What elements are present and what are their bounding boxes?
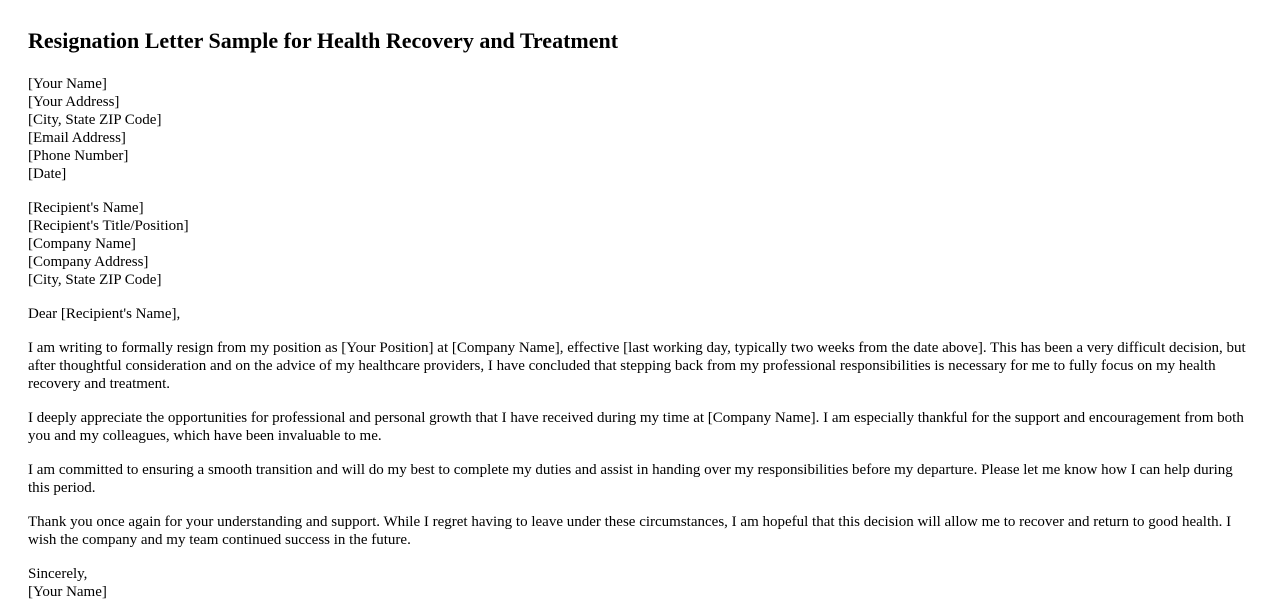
body-paragraph-2: I deeply appreciate the opportunities for professional and personal growth that I have received during my time at [Company Name]. I am especially thankful for the support and encouragement from both you and my colleagues, which have been invaluable to me. [28,410,1244,444]
salutation: Dear [Recipient's Name], [28,306,181,322]
sender-email: [Email Address] [28,130,126,146]
closing-block [28,565,1250,601]
recipient-title: [Recipient's Title/Position] [28,218,189,234]
letter-date: [Date] [28,166,67,182]
closing: Sincerely, [28,566,88,582]
recipient-block [28,199,1250,289]
sender-name: [Your Name] [28,76,107,92]
sender-city-state-zip: [City, State ZIP Code] [28,112,162,128]
recipient-name: [Recipient's Name] [28,200,144,216]
recipient-city-state-zip: [City, State ZIP Code] [28,272,162,288]
sender-phone: [Phone Number] [28,148,129,164]
recipient-company-address: [Company Address] [28,254,149,270]
recipient-company: [Company Name] [28,236,136,252]
sender-address: [Your Address] [28,94,120,110]
body-paragraph-1: I am writing to formally resign from my position as [Your Position] at [Company Name], effective [last working day, typically two weeks from the date above]. This has been a very difficult decision, but after thoughtful consideration and on the advice of my healthcare providers, I have concluded that stepping back from my professional responsibilities is necessary for me to fully focus on my health recovery and treatment. [28,340,1246,392]
page-title: Resignation Letter Sample for Health Recovery and Treatment [28,28,619,53]
signature-name: [Your Name] [28,584,107,600]
body-paragraph-3: I am committed to ensuring a smooth transition and will do my best to complete my duties and assist in handing over my responsibilities before my departure. Please let me know how I can help during this period. [28,462,1233,496]
sender-block [28,75,1250,183]
body-paragraph-4: Thank you once again for your understanding and support. While I regret having to leave under these circumstances, I am hopeful that this decision will allow me to recover and return to good health. I wish the company and my team continued success in the future. [28,514,1232,548]
